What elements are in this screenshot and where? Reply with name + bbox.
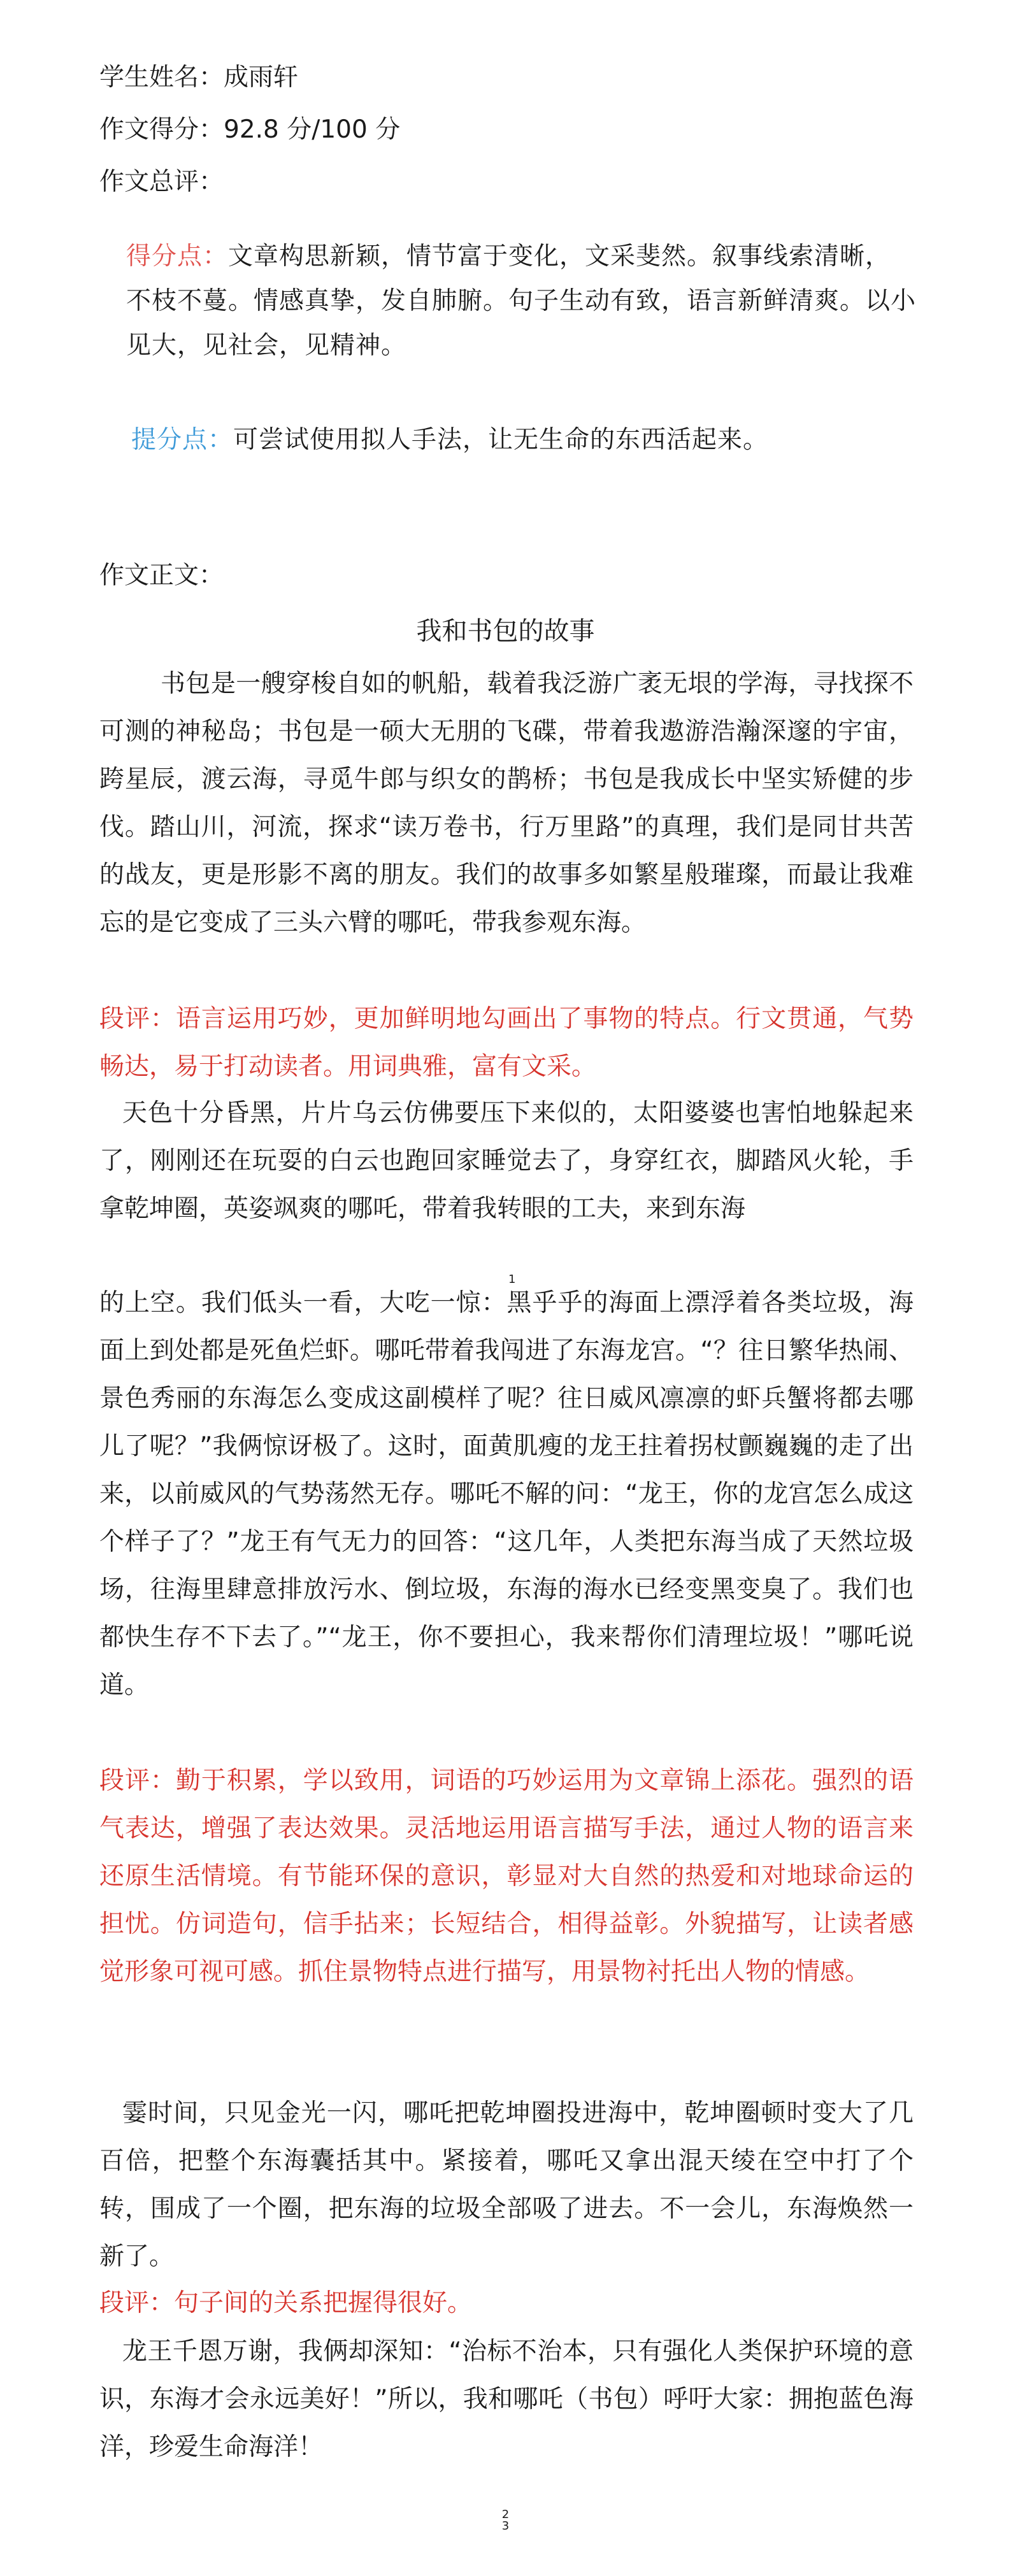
- essay-paragraph-3: [99, 2089, 914, 2280]
- strengths-comment: [126, 234, 916, 368]
- essay-paragraph-4: [99, 2328, 914, 2471]
- paragraph-2a-text: 天色十分昏黑，片片乌云仿佛要压下来似的，太阳婆婆也害怕地躲起来了，刚刚还在玩耍的白云也跑回家睡觉去了，身穿红衣，脚踏风火轮，手拿乾坤圈，英姿飒爽的哪吒，带着我转眼的工夫，来到东海: [99, 1099, 914, 1223]
- footnote-marker: 1: [508, 1273, 516, 1286]
- essay-paragraph-2b: [99, 1279, 914, 1709]
- student-name: 学生姓名：成雨轩: [99, 63, 299, 92]
- paragraph-1-text: 书包是一艘穿梭自如的帆船，载着我泛游广袤无垠的学海，寻找探不可测的神秘岛；书包是一硕大无朋的飞碟，带着我遨游浩瀚深邃的宇宙，跨星辰，渡云海，寻觅牛郎与织女的鹊桥；书包是我成长中坚实矫健的步伐。踏山川，河流，探求“读万卷书，行万里路”的真理，我们是同甘共苦的战友，更是形影不离的朋友。我们的故事多如繁星般璀璨，而最让我难忘的是它变成了三头六臂的哪吒，带我参观东海。: [99, 669, 914, 937]
- strengths-label: 得分点：: [126, 242, 229, 271]
- improvement-text: 可尝试使用拟人手法，让无生命的东西活起来。: [233, 426, 769, 454]
- paragraph-comment-3: 段评：句子间的关系把握得很好。: [99, 2289, 473, 2317]
- paragraph-2b-text: 的上空。我们低头一看，大吃一惊：黑乎乎的海面上漂浮着各类垃圾，海面上到处都是死鱼烂虾。哪吒带着我闯进了东海龙宫。“？往日繁华热闹、景色秀丽的东海怎么变成这副模样了呢？往日威风凛凛的虾兵蟹将都去哪儿了呢？”我俩惊讶极了。这时，面黄肌瘦的龙王拄着拐杖颤巍巍的走了出来，以前威风的气势荡然无存。哪吒不解的问：“龙王，你的龙宫怎么成这个样子了？”龙王有气无力的回答：“这几年，人类把东海当成了天然垃圾场，往海里肆意排放污水、倒垃圾，东海的海水已经变黑变臭了。我们也都快生存不下去了。”“龙王，你不要担心，我来帮你们清理垃圾！”哪吒说道。: [99, 1289, 914, 1699]
- improvement-label: 提分点：: [131, 426, 234, 454]
- essay-paragraph-2a: [99, 1089, 914, 1233]
- paragraph-comment-1: 段评：语言运用巧妙，更加鲜明地勾画出了事物的特点。行文贯通，气势畅达，易于打动读者。用词典雅，富有文采。: [99, 1005, 914, 1081]
- page-number-bottom: 3: [501, 2519, 510, 2533]
- strengths-text: 文章构思新颖，情节富于变化，文采斐然。叙事线索清晰，不枝不蔓。情感真挚，发自肺腑。句子生动有致，语言新鲜清爽。以小见大，见社会，见精神。: [126, 242, 917, 360]
- page-number-top: 2: [501, 2508, 510, 2521]
- overall-comment-label: 作文总评：: [99, 168, 224, 196]
- paragraph-4-text: 龙王千恩万谢，我俩却深知：“治标不治本，只有强化人类保护环境的意识，东海才会永远美好！”所以，我和哪吒（书包）呼吁大家：拥抱蓝色海洋，珍爱生命海洋！: [99, 2337, 914, 2461]
- paragraph-3-text: 霎时间，只见金光一闪，哪吒把乾坤圈投进海中，乾坤圈顿时变大了几百倍，把整个东海囊括其中。紧接着，哪吒又拿出混天绫在空中打了个转，围成了一个圈，把东海的垃圾全部吸了进去。不一会儿，东海焕然一新了。: [99, 2099, 914, 2271]
- essay-paragraph-1: [99, 660, 914, 947]
- paragraph-comment-2: 段评：勤于积累，学以致用，词语的巧妙运用为文章锦上添花。强烈的语气表达，增强了表达效果。灵活地运用语言描写手法，通过人物的语言来还原生活情境。有节能环保的意识，彰显对大自然的热爱和对地球命运的担忧。仿词造句，信手拈来；长短结合，相得益彰。外貌描写，让读者感觉形象可视可感。抓住景物特点进行描写，用景物衬托出人物的情感。: [99, 1766, 914, 1986]
- essay-body-label: 作文正文：: [99, 561, 224, 590]
- essay-title: 我和书包的故事: [416, 617, 595, 646]
- essay-score: 作文得分：92.8 分/100 分: [99, 115, 401, 144]
- improvement-comment: [131, 418, 921, 462]
